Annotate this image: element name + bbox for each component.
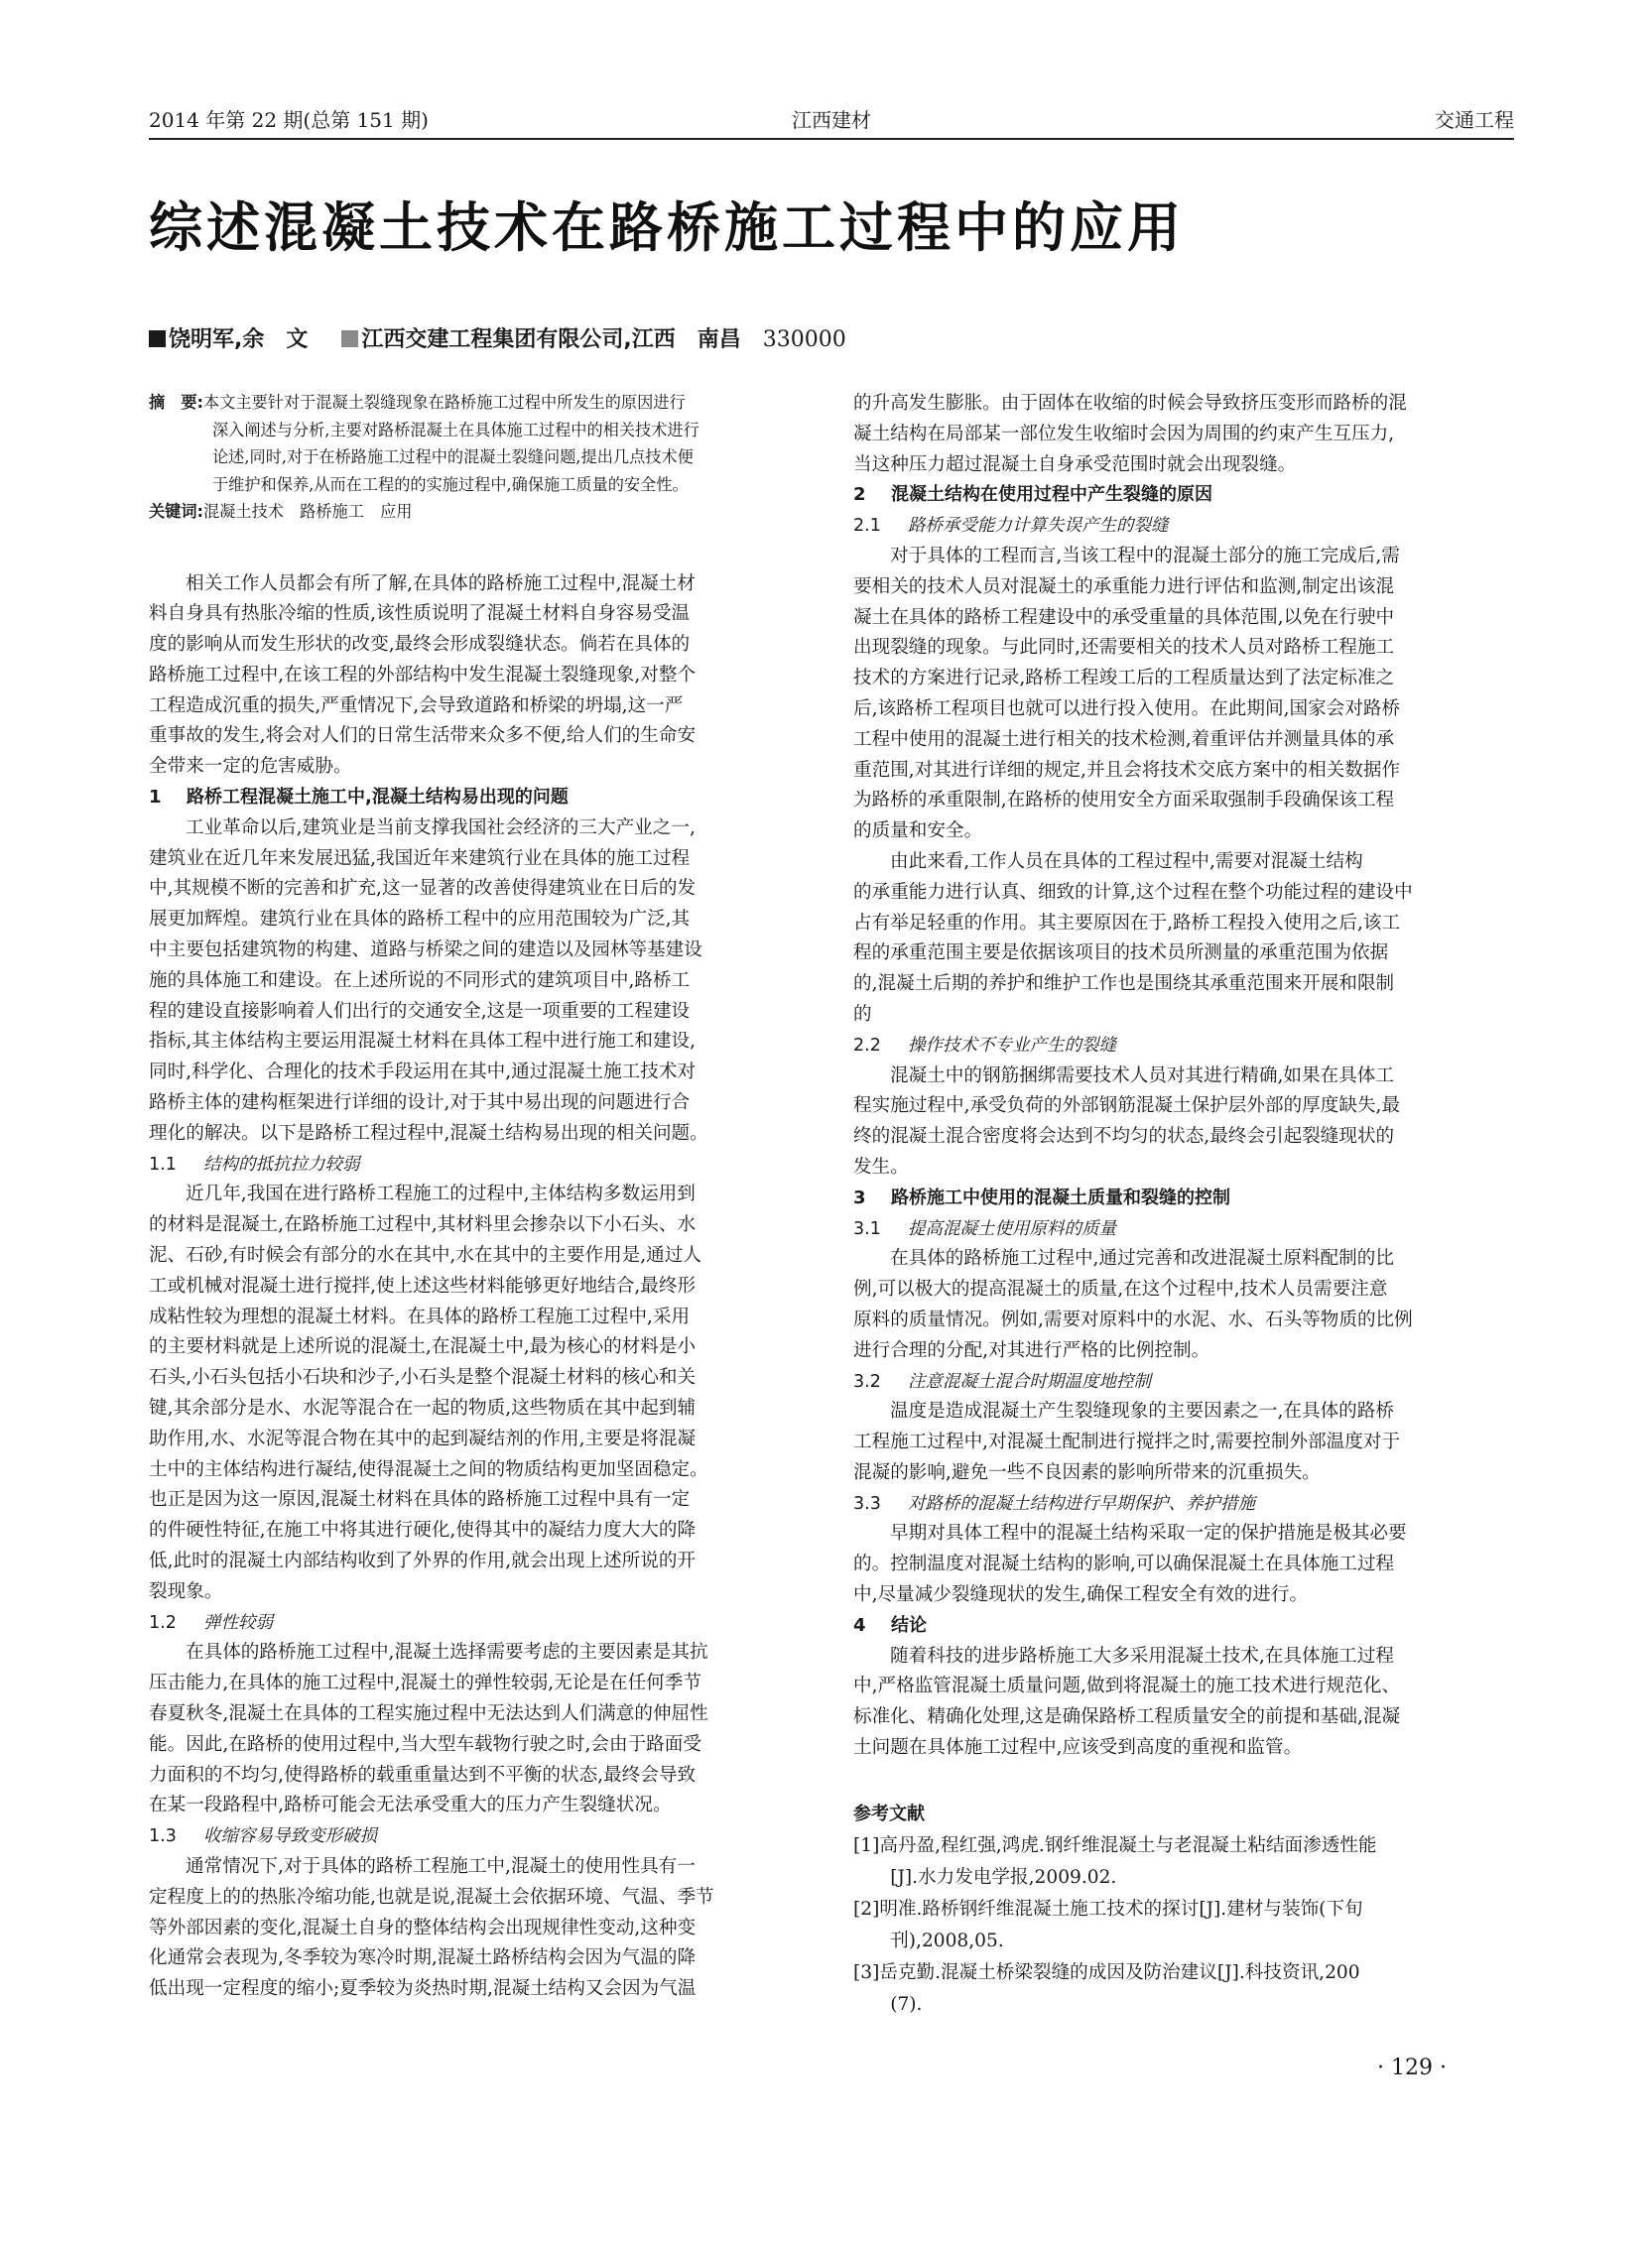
text-line: 泥、石砂,有时候会有部分的水在其中,水在其中的主要作用是,通过人	[149, 1245, 701, 1267]
text-line: 混凝的影响,避免一些不良因素的影响所带来的沉重损失。	[853, 1461, 1321, 1483]
text-line: 中,尽量减少裂缝现状的发生,确保工程安全有效的进行。	[853, 1584, 1309, 1606]
text-line: 也正是因为这一原因,混凝土材料在具体的路桥施工过程中具有一定	[149, 1489, 691, 1511]
paragraph	[149, 1638, 809, 1821]
text-line: 力面积的不均匀,使得路桥的载重重量达到不平衡的状态,最终会导致	[149, 1764, 697, 1786]
paragraph	[853, 542, 1513, 847]
authors: 饶明军,余 文	[169, 327, 309, 352]
keywords-label: 关键词:	[149, 502, 204, 521]
abstract-line: 本文主要针对于混凝土裂缝现象在路桥施工过程中所发生的原因进行	[203, 393, 686, 412]
text-line: 中主要包括建筑物的构建、道路与桥梁之间的建造以及园林等基建设	[149, 939, 702, 961]
reference-line: 刊),2008,05.	[853, 1930, 1004, 1951]
running-header	[149, 103, 1514, 137]
text-line: 工业革命以后,建筑业是当前支撑我国社会经济的三大产业之一,	[186, 816, 696, 838]
text-line: 进行合理的分配,对其进行严格的比例控制。	[853, 1339, 1210, 1361]
text-line: 通常情况下,对于具体的路桥工程施工中,混凝土的使用性具有一	[186, 1855, 696, 1877]
text-line: 中,严格监管混凝土质量问题,做到将混凝土的施工技术进行规范化、	[853, 1676, 1401, 1697]
paragraph	[853, 1642, 1513, 1764]
reference-item	[853, 1894, 1513, 1957]
text-line: 全带来一定的危害威胁。	[149, 756, 352, 778]
journal-name: 江西建材	[792, 108, 871, 132]
text-line: 施的具体施工和建设。在上述所说的不同形式的建筑项目中,路桥工	[149, 969, 691, 991]
text-line: 裂现象。	[149, 1580, 223, 1602]
abstract-line: 论述,同时,对于在桥路施工过程中的混凝土裂缝问题,提出几点技术便	[212, 447, 694, 466]
reference-line: [2]明准.路桥钢纤维混凝土施工技术的探讨[J].建材与装饰(下旬	[853, 1898, 1363, 1920]
affiliation: 江西交建工程集团有限公司,江西 南昌	[361, 327, 741, 352]
subsection-heading: 1.1 结构的抵抗拉力较弱	[149, 1154, 360, 1175]
text-line: 指标,其主体结构主要运用混凝土材料在具体工程中进行施工和建设,	[149, 1031, 697, 1053]
text-line: 的升高发生膨胀。由于固体在收缩的时候会导致挤压变形而路桥的混	[853, 393, 1407, 414]
paragraph	[853, 1244, 1513, 1366]
text-line: 凝土在具体的路桥工程建设中的承受重量的具体范围,以免在行驶中	[853, 606, 1395, 628]
abstract-line: 深入阐述与分析,主要对路桥混凝土在具体施工过程中的相关技术进行	[212, 420, 699, 439]
text-line: 后,该路桥工程项目也就可以进行投入使用。在此期间,国家会对路桥	[853, 697, 1401, 719]
text-line: 工程施工过程中,对混凝土配制进行搅拌之时,需要控制外部温度对于	[853, 1432, 1401, 1453]
text-line: 凝土结构在局部某一部位发生收缩时会因为周围的约束产生互压力,	[853, 423, 1395, 444]
text-line: 温度是造成混凝土产生裂缝现象的主要因素之一,在具体的路桥	[890, 1401, 1394, 1423]
text-line: 成粘性较为理想的混凝土材料。在具体的路桥工程施工过程中,采用	[149, 1306, 691, 1327]
text-line: 出现裂缝的现象。与此同时,还需要相关的技术人员对路桥工程施工	[853, 637, 1395, 659]
text-line: 路桥施工过程中,在该工程的外部结构中发生混凝土裂缝现象,对整个	[149, 664, 697, 686]
text-line: 压击能力,在具体的施工过程中,混凝土的弹性较弱,无论是在任何季节	[149, 1673, 701, 1694]
text-line: 为路桥的承重限制,在路桥的使用安全方面采取强制手段确保该工程	[853, 790, 1395, 812]
text-line: 的质量和安全。	[853, 820, 983, 842]
subsection-heading: 3.2 注意混凝土混合时期温度地控制	[853, 1371, 1151, 1392]
text-line: 的	[853, 1003, 872, 1025]
text-line: 程实施过程中,承受负荷的外部钢筋混凝土保护层外部的厚度缺失,最	[853, 1095, 1401, 1117]
text-line: 同时,科学化、合理化的技术手段运用在其中,通过混凝土施工技术对	[149, 1062, 697, 1083]
text-line: 随着科技的进步路桥施工大多采用混凝土技术,在具体施工过程	[890, 1645, 1394, 1667]
paragraph	[149, 813, 809, 1150]
paragraph	[853, 847, 1513, 1031]
text-line: 路桥主体的建构框架进行详细的设计,对于其中易出现的问题进行合	[149, 1092, 691, 1114]
text-line: 对于具体的工程而言,当该工程中的混凝土部分的施工完成后,需	[890, 545, 1400, 566]
text-line: 发生。	[853, 1156, 909, 1178]
subsection-heading: 1.2 弹性较弱	[149, 1612, 273, 1633]
text-line: 等外部因素的变化,混凝土自身的整体结构会出现规律性变动,这种变	[149, 1917, 697, 1938]
byline	[149, 324, 1514, 356]
text-line: 的材料是混凝土,在路桥施工过程中,其材料里会掺杂以下小石头、水	[149, 1214, 697, 1236]
text-line: 度的影响从而发生形状的改变,最终会形成裂缝状态。倘若在具体的	[149, 634, 691, 656]
text-line: 工或机械对混凝土进行搅拌,使上述这些材料能够更好地结合,最终形	[149, 1275, 697, 1297]
author-square-icon	[149, 330, 166, 347]
page-number: · 129 ·	[1377, 2056, 1447, 2080]
text-line: 在具体的路桥施工过程中,通过完善和改进混凝土原料配制的比	[890, 1248, 1394, 1270]
text-line: 低出现一定程度的缩小;夏季较为炎热时期,混凝土结构又会因为气温	[149, 1978, 697, 2000]
text-line: 要相关的技术人员对混凝土的承重能力进行评估和监测,制定出该混	[853, 575, 1395, 597]
text-line: 由此来看,工作人员在具体的工程过程中,需要对混凝土结构	[890, 850, 1363, 872]
text-line: 料自身具有热胀冷缩的性质,该性质说明了混凝土材料自身容易受温	[149, 603, 691, 625]
text-line: 技术的方案进行记录,路桥工程竣工后的工程质量达到了法定标准之	[853, 668, 1395, 689]
paragraph	[853, 1519, 1513, 1610]
text-line: 春夏秋冬,混凝土在具体的工程实施过程中无法达到人们满意的伸屈性	[149, 1702, 708, 1724]
affiliation-square-icon	[341, 330, 358, 347]
text-line: 键,其余部分是水、水泥等混合在一起的物质,这些物质在其中起到辅	[149, 1398, 697, 1420]
right-column	[853, 389, 1513, 2021]
text-line: 程的承重范围主要是依据该项目的技术员所测量的承重范围为依据	[853, 942, 1389, 964]
text-line: 石头,小石头包括小石块和沙子,小石头是整个混凝土材料的核心和关	[149, 1367, 697, 1389]
section-heading: 2 混凝土结构在使用过程中产生裂缝的原因	[853, 484, 1212, 506]
text-line: 的主要材料就是上述所说的混凝土,在混凝土中,最为核心的材料是小	[149, 1336, 697, 1358]
text-line: 相关工作人员都会有所了解,在具体的路桥施工过程中,混凝土材	[186, 572, 696, 594]
abstract-line: 于维护和保养,从而在工程的的实施过程中,确保施工质量的安全性。	[212, 474, 689, 494]
reference-item	[853, 1830, 1513, 1894]
text-line: 定程度上的的热胀冷缩功能,也就是说,混凝土会依据环境、气温、季节	[149, 1886, 714, 1908]
postal-code: 330000	[762, 327, 846, 352]
subsection-heading: 3.1 提高混凝土使用原料的质量	[853, 1218, 1116, 1239]
text-line: 早期对具体工程中的混凝土结构采取一定的保护措施是极其必要	[890, 1523, 1407, 1545]
text-line: 土中的主体结构进行凝结,使得混凝土之间的物质结构更加坚固稳定。	[149, 1458, 708, 1480]
text-line: 在具体的路桥施工过程中,混凝土选择需要考虑的主要因素是其抗	[186, 1642, 708, 1664]
text-line: 助作用,水、水泥等混合物在其中的起到凝结剂的作用,主要是将混凝	[149, 1428, 697, 1449]
subsection-heading: 2.2 操作技术不专业产生的裂缝	[853, 1035, 1116, 1056]
paragraph	[149, 1180, 809, 1607]
text-line: 当这种压力超过混凝土自身承受范围时就会出现裂缝。	[853, 453, 1297, 475]
text-line: 理化的解决。以下是路桥工程过程中,混凝土结构易出现的相关问题。	[149, 1122, 708, 1144]
reference-line: (7).	[853, 1993, 923, 2015]
reference-line: [J].水力发电学报,2009.02.	[853, 1866, 1117, 1888]
text-line: 的,混凝土后期的养护和维护工作也是围绕其承重范围来开展和限制	[853, 973, 1395, 995]
text-line: 原料的质量情况。例如,需要对原料中的水泥、水、石头等物质的比例	[853, 1309, 1413, 1330]
text-line: 例,可以极大的提高混凝土的质量,在这个过程中,技术人员需要注意	[853, 1279, 1388, 1301]
section-heading: 4 结论	[853, 1614, 927, 1636]
article-title: 综述混凝土技术在路桥施工过程中的应用	[149, 196, 1185, 259]
section-name: 交通工程	[1435, 108, 1514, 132]
text-line: 占有举足轻重的作用。其主要原因在于,路桥工程投入使用之后,该工	[853, 912, 1401, 934]
paragraph	[853, 1397, 1513, 1488]
paragraph	[853, 389, 1513, 480]
left-column	[149, 389, 809, 2005]
abstract	[149, 389, 809, 526]
header-rule	[149, 138, 1514, 140]
text-line: 工程中使用的混凝土进行相关的技术检测,着重评估并测量具体的承	[853, 728, 1395, 750]
keywords: 混凝土技术 路桥施工 应用	[203, 502, 413, 521]
text-line: 标准化、精确化处理,这是确保路桥工程质量安全的前提和基础,混凝	[853, 1706, 1401, 1728]
text-line: 化通常会表现为,冬季较为寒冷时期,混凝土路桥结构会因为气温的降	[149, 1947, 697, 1969]
text-line: 终的混凝土混合密度将会达到不均匀的状态,最终会引起裂缝现状的	[853, 1126, 1395, 1148]
reference-line: [3]岳克勤.混凝土桥梁裂缝的成因及防治建议[J].科技资讯,200	[853, 1961, 1360, 1983]
text-line: 重范围,对其进行详细的规定,并且会将技术交底方案中的相关数据作	[853, 759, 1401, 781]
section-heading: 1 路桥工程混凝土施工中,混凝土结构易出现的问题	[149, 787, 569, 809]
reference-line: [1]高丹盈,程红强,鸿虎.钢纤维混凝土与老混凝土粘结面渗透性能	[853, 1834, 1377, 1856]
subsection-heading: 1.3 收缩容易导致变形破损	[149, 1826, 377, 1847]
text-line: 的承重能力进行认真、细致的计算,这个过程在整个功能过程的建设中	[853, 881, 1413, 903]
text-line: 的。控制温度对混凝土结构的影响,可以确保混凝土在具体施工过程	[853, 1554, 1395, 1575]
subsection-heading: 3.3 对路桥的混凝土结构进行早期保护、养护措施	[853, 1493, 1255, 1514]
text-line: 混凝土中的钢筋捆绑需要技术人员对其进行精确,如果在具体工	[890, 1064, 1394, 1086]
subsection-heading: 2.1 路桥承受能力计算失误产生的裂缝	[853, 516, 1169, 537]
paragraph	[149, 1852, 809, 2005]
reference-item	[853, 1957, 1513, 2021]
text-line: 展更加辉煌。建筑行业在具体的路桥工程中的应用范围较为广泛,其	[149, 909, 691, 931]
text-line: 建筑业在近几年来发展迅猛,我国近年来建筑行业在具体的施工过程	[149, 847, 691, 869]
paragraph	[853, 1062, 1513, 1184]
text-line: 的件硬性特征,在施工中将其进行硬化,使得其中的凝结力度大大的降	[149, 1520, 697, 1542]
text-line: 低,此时的混凝土内部结构收到了外界的作用,就会出现上述所说的开	[149, 1551, 697, 1571]
text-line: 工程造成沉重的损失,严重情况下,会导致道路和桥梁的坍塌,这一严	[149, 694, 684, 716]
intro-paragraph	[149, 569, 809, 784]
text-line: 能。因此,在路桥的使用过程中,当大型车载物行驶之时,会由于路面受	[149, 1733, 701, 1755]
issue-info: 2014 年第 22 期(总第 151 期)	[149, 108, 429, 132]
references-list	[853, 1830, 1513, 2021]
text-line: 中,其规模不断的完善和扩充,这一显著的改善使得建筑业在日后的发	[149, 878, 697, 900]
text-line: 程的建设直接影响着人们出行的交通安全,这是一项重要的工程建设	[149, 1000, 691, 1022]
references-heading: 参考文献	[853, 1803, 925, 1824]
text-line: 土问题在具体施工过程中,应该受到高度的重视和监管。	[853, 1737, 1303, 1759]
abstract-label: 摘 要:	[149, 393, 204, 412]
text-line: 重事故的发生,将会对人们的日常生活带来众多不便,给人们的生命安	[149, 725, 697, 747]
text-line: 近几年,我国在进行路桥工程施工的过程中,主体结构多数运用到	[186, 1184, 696, 1205]
section-heading: 3 路桥施工中使用的混凝土质量和裂缝的控制	[853, 1186, 1230, 1208]
text-line: 在某一段路程中,路桥可能会无法承受重大的压力产生裂缝状况。	[149, 1795, 672, 1816]
